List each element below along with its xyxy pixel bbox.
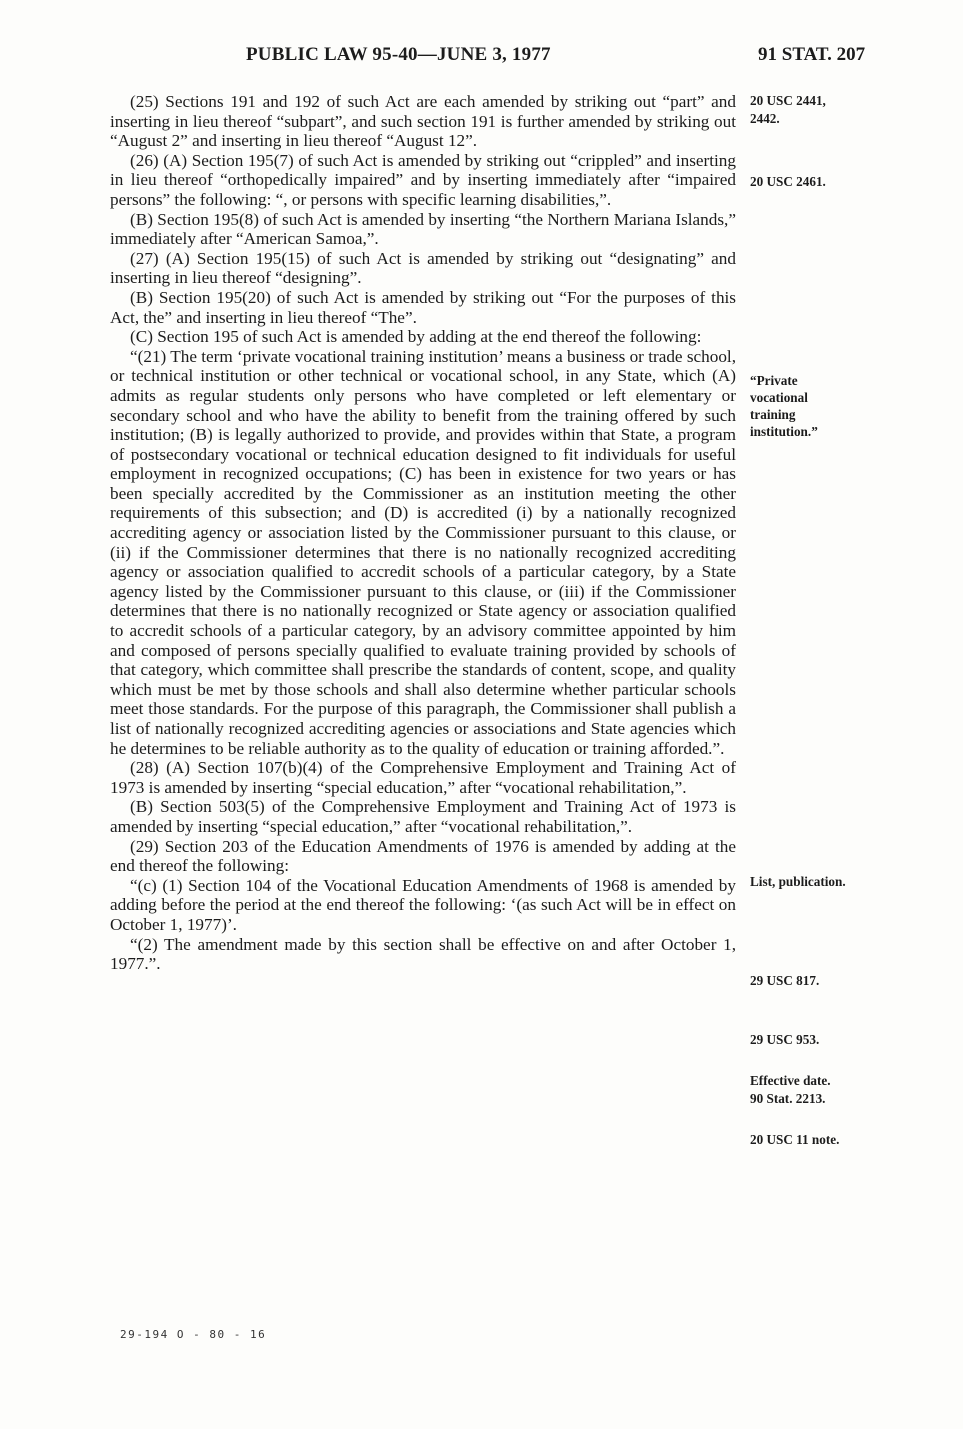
paragraph-29: (29) Section 203 of the Education Amendments of 1976 is amended by adding at the end thereof the following: — [110, 836, 736, 876]
paragraph-28a: (28) (A) Section 107(b)(4) of the Comprehensive Employment and Training Act of 1973 is amended by inserting “special education,” after “vocational rehabilitation,”. — [110, 758, 736, 797]
margin-note-usc-11-note: 20 USC 11 note. — [750, 1132, 840, 1147]
paragraph-26b: (B) Section 195(8) of such Act is amended by inserting “the Northern Mariana Islands,” immediately after “American Samoa,”. — [110, 209, 736, 249]
paragraph-21-definition: “(21) The term ‘private vocational training institution’ means a business or trade school, or technical institution or other technical or vocational school, in any State, which (A) admits as regular students only persons who have completed or left elementary or secondary school and who have the ability to benefit from the training offered by such institution; (B) is legally authorized to provide, and provides within that State, a program of postsecondary vocational or technical education designed to fit individuals for useful employment in recognized occupations; (C) has been in existence for two years or has been specially accredited by the Commissioner as an institution meeting the other requirements of this subsection; and (D) is accredited (i) by a nationally recognized accrediting agency or association listed by the Commissioner pursuant to this clause, or (ii) if the Commissioner determines that there is no nationally recognized accrediting agency or association qualified to accredit schools of a particular category, by a State agency listed by the Commissioner pursuant to this clause, or (iii) if the Commissioner determines that there is no nationally recognized or State agency or association qualified to accredit schools of a particular category, by an advisory committee appointed by him and composed of persons specially qualified to evaluate training provided by schools of that category, which committee shall prescribe the standards of content, scope, and quality which must be met by those schools and shall also determine whether particular schools meet those standards. For the purpose of this paragraph, the Commissioner shall publish a list of nationally recognized accrediting agencies or associations and State agencies which he determines to be reliable authority as to the quality of education or training afforded.”. — [110, 346, 737, 758]
margin-note-usc-2442: 2442. — [750, 111, 780, 126]
paragraph-27a: (27) (A) Section 195(15) of such Act is amended by striking out “designating” and inserting in lieu thereof “designing”. — [110, 248, 736, 288]
statute-page-reference: 91 STAT. 207 — [758, 44, 866, 65]
paragraph-28b: (B) Section 503(5) of the Comprehensive Employment and Training Act of 1973 is amended by inserting “special education,” after “vocational rehabilitation,”. — [110, 797, 736, 836]
margin-note-effective-date: Effective date. — [750, 1073, 831, 1088]
paragraph-25: (25) Sections 191 and 192 of such Act are each amended by striking out “part” and inserting in lieu thereof “subpart”, and such section 191 is further amended by striking out “August 2” and inserting in lieu thereof “August 12”. — [110, 92, 736, 151]
margin-note-usc-2461: 20 USC 2461. — [750, 174, 826, 189]
running-head: PUBLIC LAW 95-40—JUNE 3, 1977 — [246, 44, 551, 65]
margin-note-training: training — [750, 407, 796, 422]
margin-note-institution: institution.” — [750, 424, 818, 439]
paragraph-29-c2: “(2) The amendment made by this section shall be effective on and after October 1, 1977.”. — [110, 934, 736, 974]
paragraph-26a: (26) (A) Section 195(7) of such Act is amended by striking out “crippled” and inserting in lieu thereof “orthopedically impaired” and by inserting immediately after “impaired persons” the following: “, or persons with specific learning disabilities,”. — [110, 150, 736, 209]
paragraph-29-c1: “(c) (1) Section 104 of the Vocational Education Amendments of 1968 is amended by adding before the period at the end thereof the following: ‘(as such Act will be in effect on October 1, 1977)’. — [110, 875, 736, 934]
margin-note-private: “Private — [750, 373, 798, 388]
print-code: 29-194 O - 80 - 16 — [120, 1328, 267, 1341]
body-text — [110, 92, 736, 974]
margin-note-stat-2213: 90 Stat. 2213. — [750, 1091, 826, 1106]
paragraph-27c: (C) Section 195 of such Act is amended by adding at the end thereof the following: — [130, 327, 702, 347]
margin-note-usc-2441: 20 USC 2441, — [750, 93, 826, 108]
paragraph-27b: (B) Section 195(20) of such Act is amended by striking out “For the purposes of this Act, the” and inserting in lieu thereof “The”. — [110, 287, 736, 327]
page-header — [0, 44, 963, 74]
margin-note-list-publication: List, publication. — [750, 874, 846, 889]
margin-note-vocational: vocational — [750, 390, 808, 405]
margin-note-usc-953: 29 USC 953. — [750, 1032, 820, 1047]
margin-note-usc-817: 29 USC 817. — [750, 973, 820, 988]
